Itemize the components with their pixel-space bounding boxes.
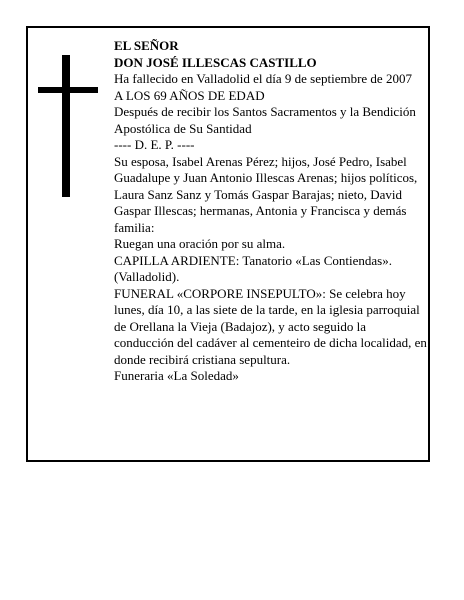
sacraments-line: Después de recibir los Santos Sacramentos y la Bendición Apostólica de Su Santidad bbox=[114, 104, 416, 136]
rip-line: ---- D. E. P. ---- bbox=[114, 137, 195, 152]
chapel-line: CAPILLA ARDIENTE: Tanatorio «Las Contiendas». (Valladolid). bbox=[114, 252, 392, 284]
heading-title: EL SEÑOR bbox=[114, 38, 179, 53]
funeral-line: FUNERAL «CORPORE INSEPULTO»: Se celebra hoy lunes, día 10, a las siete de la tarde, en la iglesia parroquial de Orellana la Vieja (Badajoz), y acto seguido la conducción del cadáver al cementeiro de dicha localidad, en donde recibirá cristiana sepultura. bbox=[114, 285, 427, 367]
obituary-text bbox=[114, 38, 428, 385]
cross-vertical-bar bbox=[62, 55, 70, 197]
prayer-line: Ruegan una oración por su alma. bbox=[114, 236, 286, 251]
funeral-home-line: Funeraria «La Soledad» bbox=[114, 368, 239, 383]
family-line: Su esposa, Isabel Arenas Pérez; hijos, José Pedro, Isabel Guadalupe y Juan Antonio Illescas Arenas; hijos políticos, Laura Sanz Sanz y Tomás Gaspar Barajas; nieto, David Gaspar Illescas; hermanas, Antonia y Francisca y demás familia: bbox=[114, 153, 418, 235]
cross-horizontal-bar bbox=[38, 87, 98, 93]
deceased-name: DON JOSÉ ILLESCAS CASTILLO bbox=[114, 54, 317, 70]
age-line: A LOS 69 AÑOS DE EDAD bbox=[114, 87, 265, 103]
latin-cross-icon bbox=[38, 55, 98, 197]
death-info: Ha fallecido en Valladolid el día 9 de septiembre de 2007 bbox=[114, 71, 412, 86]
